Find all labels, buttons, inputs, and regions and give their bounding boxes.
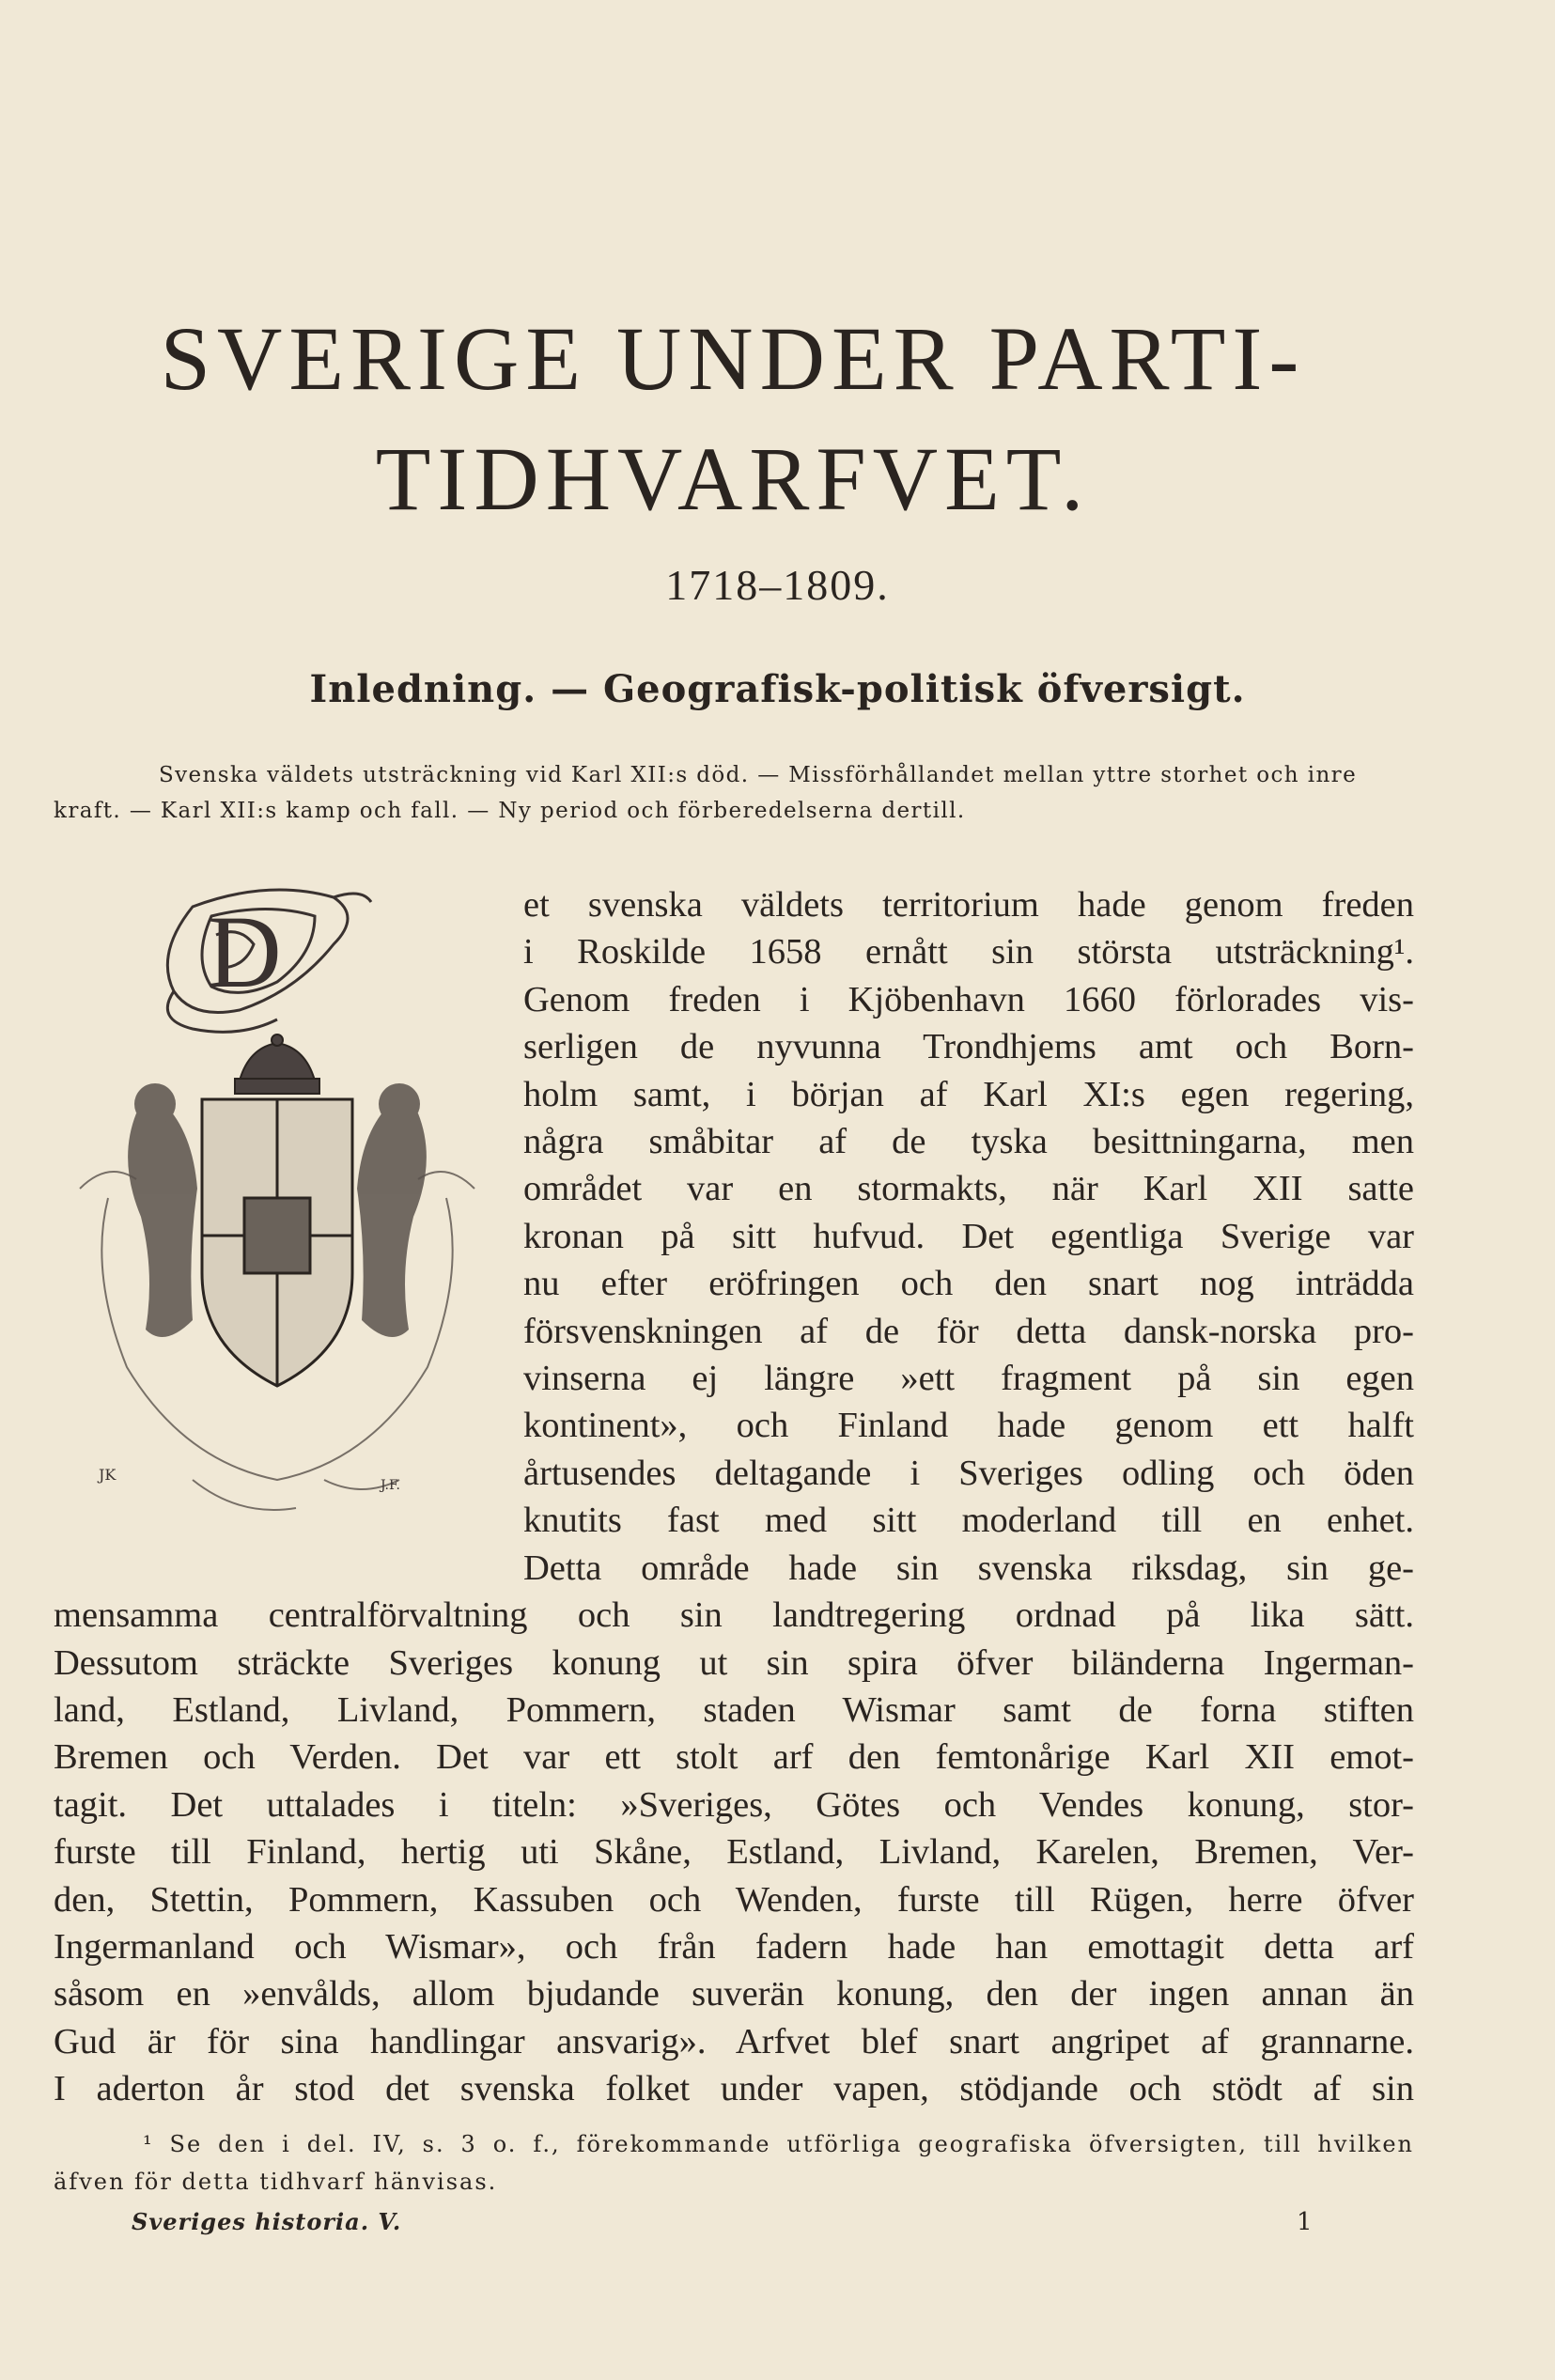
body-line: vinserna ej längre »ett fragment på sin egen [523,1359,1414,1399]
body-line: området var en stormakts, när Karl XII satte [523,1169,1414,1209]
body-line: i Roskilde 1658 ernått sin största utsträckning¹. [523,932,1414,972]
initial-letter: D [207,894,282,1009]
chapter-title-line-1: SVERIGE UNDER PARTI- [160,308,1306,409]
body-line: Detta område hade sin svenska riksdag, sin ge- [523,1548,1414,1588]
body-line: nu efter eröfringen och den snart nog inträdda [523,1264,1414,1304]
chapter-title [132,299,1334,539]
body-line: kronan på sitt hufvud. Det egentliga Sverige var [523,1216,1414,1256]
body-line: land, Estland, Livland, Pommern, staden Wismar samt de forna stiften [54,1689,1414,1730]
body-line: kontinent», och Finland hade genom ett halft [523,1406,1414,1446]
section-title: Inledning. — Geografisk-politisk öfversigt. [309,667,1246,711]
engraver-mark-right: J.F. [381,1478,400,1493]
body-line: furste till Finland, hertig uti Skåne, Estland, Livland, Karelen, Bremen, Ver- [54,1832,1414,1873]
body-line: serligen de nyvunna Trondhjems amt och Born- [523,1027,1414,1067]
body-line: Gud är för sina handlingar ansvarig». Arfvet blef snart angripet af grannarne. [54,2021,1414,2061]
body-line: Bremen och Verden. Det var ett stolt arf den femtonårige Karl XII emot- [54,1737,1414,1778]
body-line: årtusendes deltagande i Sveriges odling och öden [523,1453,1414,1493]
body-line: Dessutom sträckte Sveriges konung ut sin spira öfver biländerna Ingerman- [54,1642,1414,1683]
footnote-line-1: ¹ Se den i del. IV, s. 3 o. f., förekommande utförliga geografiska öfversigten, till hvilken [143,2131,1414,2157]
body-line: såsom en »envålds, allom bjudande suverän konung, den der ingen annan än [54,1974,1414,2014]
body-line: den, Stettin, Pommern, Kassuben och Wenden, furste till Rügen, herre öfver [54,1879,1414,1920]
body-line: et svenska väldets territorium hade genom freden [523,885,1414,925]
chapter-summary-line-2: kraft. — Karl XII:s kamp och fall. — Ny period och förberedelserna dertill. [54,799,966,823]
body-text [54,881,1414,2113]
body-line: knutits fast med sitt moderland till en enhet. [523,1501,1414,1541]
body-line: några småbitar af de tyska besittningarna, men [523,1122,1414,1162]
body-line: holm samt, i början af Karl XI:s egen regering, [523,1074,1414,1114]
engraver-mark-left: JK [99,1466,117,1484]
body-line: Ingermanland och Wismar», och från fadern hade han emottagit detta arf [54,1926,1414,1967]
chapter-summary [54,757,1414,829]
chapter-summary-line-1: Svenska väldets utsträckning vid Karl XII:s död. — Missförhållandet mellan yttre storhet och inre [159,763,1358,787]
body-line: Genom freden i Kjöbenhavn 1660 förlorades vis- [523,979,1414,1019]
footer-book-title: Sveriges historia. V. [132,2208,402,2235]
footnote-line-2: äfven för detta tidhvarf hänvisas. [54,2169,498,2195]
body-line: försvenskningen af de för detta dansk-norska pro- [523,1311,1414,1351]
body-line: tagit. Det uttalades i titeln: »Sveriges, Götes och Vendes konung, stor- [54,1784,1414,1825]
footer-page-number: 1 [1297,2208,1313,2236]
footnote [54,2125,1414,2201]
chapter-dates: 1718–1809. [665,561,890,609]
body-line: mensamma centralförvaltning och sin landtregering ordnad på lika sätt. [54,1595,1414,1636]
body-line: I aderton år stod det svenska folket under vapen, stödjande och stödt af sin [54,2069,1414,2109]
chapter-title-line-2: TIDHVARFVET. [375,428,1091,529]
